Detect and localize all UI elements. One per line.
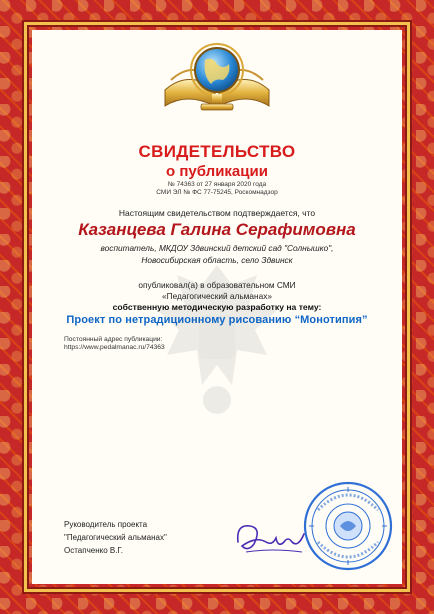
recipient-location: Новосибирская область, село Здвинск xyxy=(141,255,293,265)
media-name: «Педагогический альманах» xyxy=(162,291,272,301)
head-title: Руководитель проекта xyxy=(64,520,148,529)
publication-url: https://www.pedalmanac.ru/74363 xyxy=(64,344,165,351)
certificate-subtitle: о публикации xyxy=(166,163,268,180)
head-name: Остапченко В.Г. xyxy=(64,546,124,555)
round-stamp-icon xyxy=(302,480,394,572)
published-in-text: опубликовал(а) в образовательном СМИ xyxy=(138,280,296,290)
address-label: Постоянный адрес публикации: xyxy=(64,336,163,343)
certificate-title: СВИДЕТЕЛЬСТВО xyxy=(138,142,296,161)
recipient-name: Казанцева Галина Серафимовна xyxy=(78,220,356,239)
globe-emblem-icon xyxy=(157,30,277,122)
development-label: собственную методическую разработку на тему: xyxy=(112,302,322,312)
confirmation-text: Настоящим свидетельством подтверждается, что xyxy=(118,208,316,218)
signature-icon xyxy=(232,512,312,562)
publication-topic: Проект по нетрадиционному рисованию “Монотипия” xyxy=(66,314,368,326)
certificate-paper xyxy=(32,30,402,584)
head-project: "Педагогический альманах" xyxy=(64,533,167,542)
recipient-position: воспитатель, МКДОУ Здвинский детский сад "Солнышко", xyxy=(100,243,334,253)
certificate-number: № 74363 от 27 января 2020 года xyxy=(167,181,267,188)
registry-info: СМИ ЭЛ № ФС 77-75245, Роскомнадзор xyxy=(156,189,278,196)
